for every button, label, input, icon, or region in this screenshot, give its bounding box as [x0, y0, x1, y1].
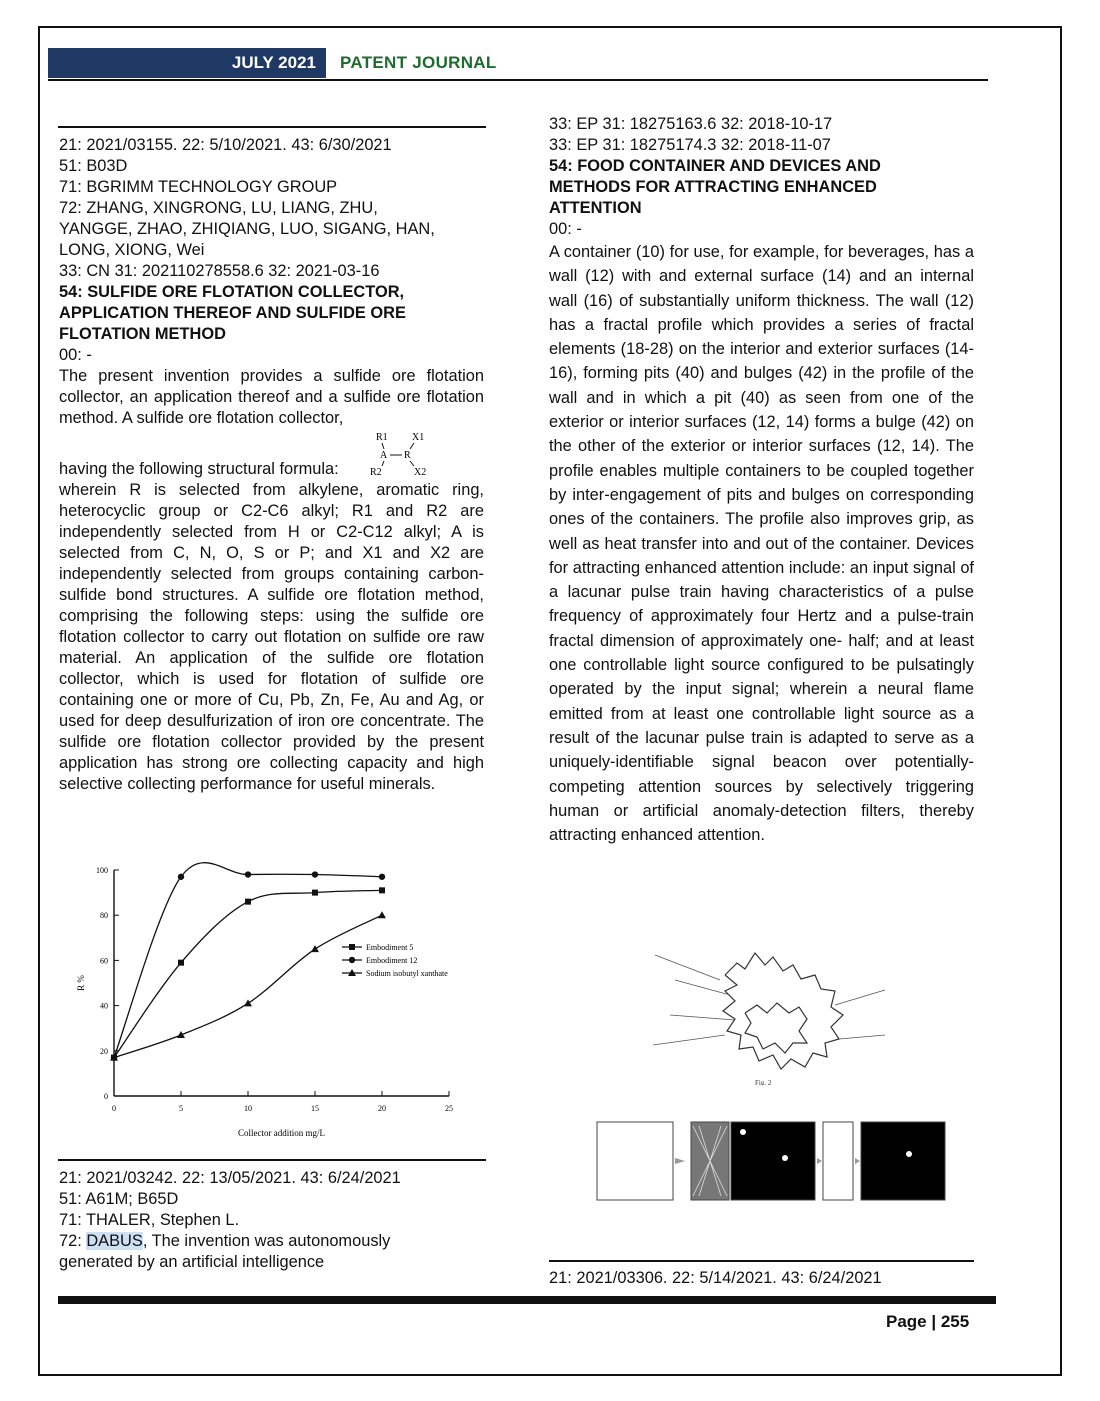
formula-x1: X1	[412, 432, 425, 443]
formula-intro: having the following structural formula:	[59, 460, 339, 478]
data-point	[312, 890, 318, 896]
legend-label: Embodiment 5	[366, 943, 414, 952]
x-tick-label: 10	[244, 1104, 252, 1113]
formula-x2: X2	[414, 467, 427, 478]
inventors-line	[59, 1231, 484, 1252]
y-tick-label: 20	[100, 1046, 108, 1056]
section-rule	[549, 1260, 974, 1262]
inventors-line: LONG, XIONG, Wei	[59, 241, 205, 259]
section-rule	[58, 1159, 486, 1161]
priority-line: 33: CN 31: 202110278558.6 32: 2021-03-16	[59, 262, 380, 280]
data-point	[245, 899, 251, 905]
dabus-highlight: DABUS	[86, 1232, 143, 1250]
data-point	[178, 960, 184, 966]
leader-line	[655, 955, 720, 980]
inventors-prefix: 72:	[59, 1232, 87, 1250]
x-tick-label: 25	[445, 1104, 453, 1113]
code-line: 00: -	[549, 220, 582, 238]
pulse-train-figure	[593, 1118, 949, 1240]
light-dot	[906, 1151, 912, 1157]
abstract-paragraph: A container (10) for use, for example, for beverages, has a wall (12) with and external surface (14) and an internal wall (16) of substantially uniform thickness. The wall (12) has a fractal profile which provides a series of fractal elements (18-28) on the interior and exterior surfaces (14-16), forming pits (40) and bulges (42) in the profile of the wall and in which a pit (40) as seen from one of the exterior or interior surfaces (12, 14) forms a bulge (42) on the other of the exterior or interior surfaces (12, 14). The profile enables multiple containers to be coupled together by inter-engagement of pits and bulges on corresponding ones of the containers. The profile also improves grip, as well as heat transfer into and out of the container. Devices for attracting enhanced attention include: an input signal of a lacunar pulse train having characteristics of a pulse frequency of approximately four Hertz and a pulse-train fractal dimension of approximately one- half; and at least one controllable light source configured to be pulsatingly operated by the input signal; wherein a neural flame emitted from at least one controllable light source as a result of the lacunar pulse train is adapted to serve as a uniquely-identifiable signal beacon over potentially-competing attention sources by selectively triggering human or artificial anomaly-detection filters, thereby attracting enhanced attention.	[549, 243, 974, 845]
y-tick-label: 60	[100, 956, 108, 966]
code-line: 00: -	[59, 346, 92, 364]
leader-line	[675, 980, 730, 995]
classification-line: 51: B03D	[59, 157, 128, 175]
light-dot	[740, 1129, 746, 1135]
priority-line: 33: EP 31: 18275174.3 32: 2018-11-07	[549, 136, 831, 154]
filing-line: 21: 2021/03155. 22: 5/10/2021. 43: 6/30/2021	[59, 136, 392, 154]
footer-rule	[58, 1296, 996, 1304]
leader-line	[835, 990, 885, 1005]
inventors-line: 72: ZHANG, XINGRONG, LU, LIANG, ZHU,	[59, 199, 378, 217]
patent-title: APPLICATION THEREOF AND SULFIDE ORE	[59, 304, 406, 322]
leader-line	[653, 1035, 725, 1045]
y-tick-label: 80	[100, 911, 108, 921]
data-point	[245, 871, 251, 877]
panel-e	[861, 1122, 945, 1200]
inventors-line: YANGGE, ZHAO, ZHIQIANG, LUO, SIGANG, HAN,	[59, 220, 435, 238]
x-tick-label: 20	[378, 1104, 386, 1113]
inventors-line: generated by an artificial intelligence	[59, 1253, 325, 1271]
priority-line: 33: EP 31: 18275163.6 32: 2018-10-17	[549, 115, 833, 133]
patent-title: ATTENTION	[549, 199, 642, 217]
data-point	[349, 944, 355, 950]
legend-label: Sodium isobutyl xanthate	[366, 969, 448, 978]
legend-label: Embodiment 12	[366, 956, 418, 965]
y-tick-label: 0	[104, 1092, 108, 1101]
formula-bond	[410, 443, 414, 449]
data-point	[378, 911, 386, 918]
patent-title: METHODS FOR ATTRACTING ENHANCED	[549, 178, 877, 196]
formula-bond	[410, 461, 414, 466]
formula-a: A	[380, 450, 388, 461]
inventors-note: , The invention was autonomously	[142, 1232, 391, 1250]
right-column-bottom	[549, 1268, 974, 1289]
applicant-line: 71: THALER, Stephen L.	[59, 1211, 240, 1229]
figure-caption: Fig. 2	[755, 1079, 772, 1085]
y-tick-label: 100	[96, 866, 108, 875]
formula-bond	[382, 443, 384, 449]
y-tick-label: 40	[100, 1001, 108, 1011]
data-point	[244, 999, 252, 1006]
y-axis-label: R %	[76, 975, 86, 991]
applicant-line: 71: BGRIMM TECHNOLOGY GROUP	[59, 178, 338, 196]
abstract-paragraph: The present invention provides a sulfide ore flotation collector, an application thereof and a sulfide ore flotation method. A sulfide ore flotation collector,	[59, 367, 484, 427]
x-axis-label: Collector addition mg/L	[238, 1128, 325, 1138]
panel-a	[597, 1122, 673, 1200]
patent-title: FLOTATION METHOD	[59, 325, 226, 343]
light-dot	[782, 1155, 788, 1161]
data-point	[349, 957, 355, 963]
x-tick-label: 15	[311, 1104, 319, 1113]
leader-line	[670, 1015, 735, 1020]
patent-title: 54: FOOD CONTAINER AND DEVICES AND	[549, 157, 881, 175]
arrow-icon	[855, 1158, 860, 1164]
patent-title: 54: SULFIDE ORE FLOTATION COLLECTOR,	[59, 283, 405, 301]
data-point	[379, 874, 385, 880]
panel-d	[823, 1122, 853, 1200]
data-point	[312, 871, 318, 877]
right-column	[549, 114, 974, 847]
data-point	[311, 945, 319, 952]
arrow-icon	[675, 1158, 685, 1164]
leader-line	[839, 1035, 885, 1039]
abstract-paragraph: wherein R is selected from alkylene, aromatic ring, heterocyclic group or C2-C6 alkyl; R1 and R2 are independently selected from H or C2-C12 alkyl; A is selected from C, N, O, S or P; and X1 and X2 are independently selected from groups containing carbon-sulfide bond structures. A sulfide ore flotation method, comprising the following steps: using the sulfide ore flotation collector to carry out flotation on sulfide ore raw material. An application of the sulfide ore flotation collector, which is used for flotation of sulfide ore containing one or more of Cu, Pb, Zn, Fe, Au and Ag, or used for deep desulfurization of iron ore concentrate. The sulfide ore flotation collector provided by the present application has strong ore collecting capacity and high selective collecting performance for useful minerals.	[59, 481, 484, 793]
filing-line: 21: 2021/03242. 22: 13/05/2021. 43: 6/24/2021	[59, 1169, 401, 1187]
data-point	[379, 887, 385, 893]
fractal-inner-outline	[745, 1003, 807, 1053]
formula-r2: R2	[370, 467, 382, 478]
arrow-icon	[817, 1158, 822, 1164]
section-rule	[58, 126, 486, 128]
formula-r1: R1	[376, 432, 388, 443]
formula-bond	[382, 461, 384, 466]
journal-title: PATENT JOURNAL	[340, 53, 497, 72]
series-line	[114, 863, 382, 1058]
x-tick-label: 5	[179, 1104, 183, 1113]
formula-r: R	[404, 450, 411, 461]
recovery-chart	[62, 850, 472, 1150]
fractal-container-figure	[595, 935, 955, 1085]
series-line	[114, 890, 382, 1057]
left-column-bottom	[59, 1168, 484, 1273]
data-point	[178, 874, 184, 880]
classification-line: 51: A61M; B65D	[59, 1190, 179, 1208]
filing-line: 21: 2021/03306. 22: 5/14/2021. 43: 6/24/2021	[549, 1269, 882, 1287]
page-number: Page | 255	[886, 1312, 970, 1331]
x-tick-label: 0	[112, 1104, 116, 1113]
header-rule	[48, 79, 988, 81]
structural-formula	[370, 430, 440, 480]
header-date: JULY 2021	[48, 48, 326, 78]
